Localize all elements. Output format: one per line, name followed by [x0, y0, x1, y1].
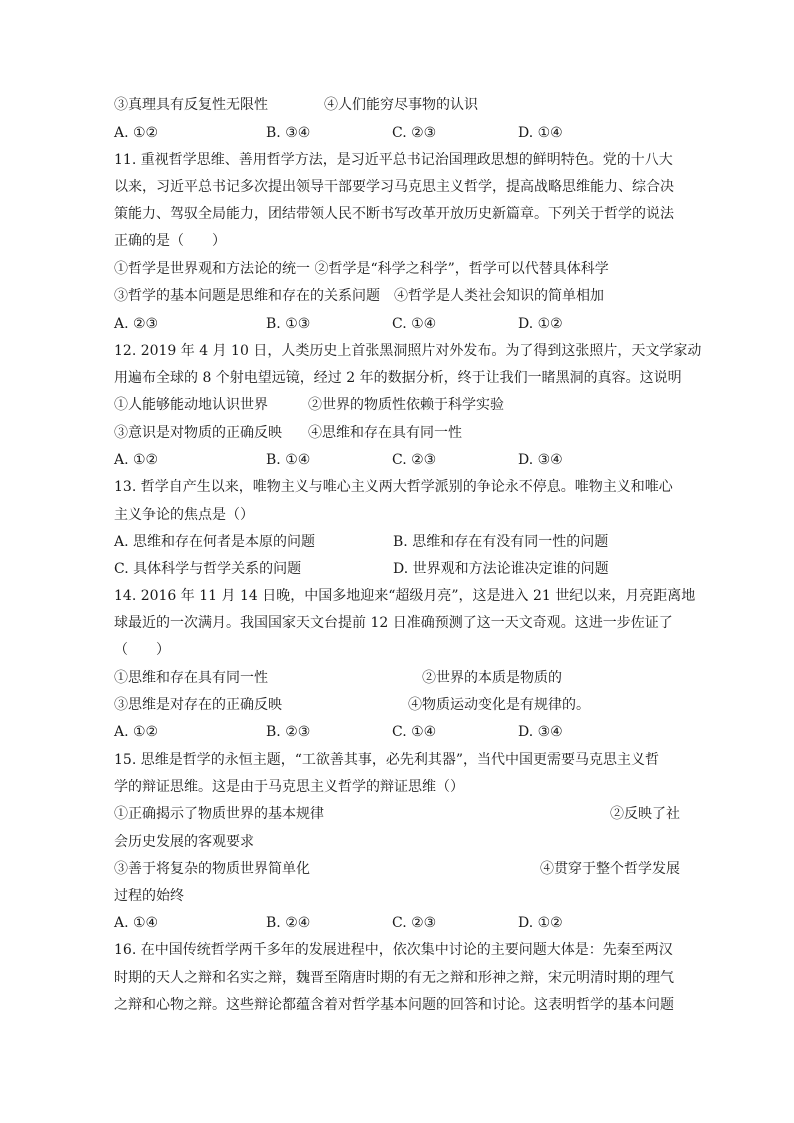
q11-statements-2: ③哲学的基本问题是思维和存在的关系问题 ④哲学是人类社会知识的简单相加: [114, 288, 604, 304]
q13-option-c[interactable]: C. 具体科学与哲学关系的问题: [114, 561, 302, 577]
q12-stem-line-1: 12. 2019 年 4 月 10 日，人类历史上首张黑洞照片对外发布。为了得到这张照片，天文学家动: [114, 343, 702, 359]
q15-statement-2: ②反映了社: [610, 806, 680, 822]
q15-option-c[interactable]: C. ②③: [392, 915, 437, 931]
q14-option-d[interactable]: D. ③④: [518, 724, 563, 740]
q16-stem-line-2: 时期的天人之辩和名实之辩，魏晋至隋唐时期的有无之辩和形神之辩，宋元明清时期的理气: [114, 970, 674, 986]
q14-option-b[interactable]: B. ②③: [266, 724, 311, 740]
q12-statement-1: ①人能够能动地认识世界: [114, 397, 268, 413]
q10-options: [114, 124, 680, 142]
q10-statement-4: ④人们能穷尽事物的认识: [324, 97, 478, 113]
q15-stem-line-1: 15. 思维是哲学的永恒主题，“工欲善其事，必先利其器”，当代中国更需要马克思主义哲: [114, 752, 660, 768]
q10-statement-line: [114, 96, 680, 114]
q13-stem-line-1: 13. 哲学自产生以来，唯物主义与唯心主义两大哲学派别的争论永不停息。唯物主义和唯心: [114, 479, 673, 495]
q11-options: [114, 315, 680, 333]
q15-options: [114, 914, 680, 932]
q14-statements-1: [114, 669, 680, 687]
q12-option-d[interactable]: D. ③④: [518, 452, 563, 468]
q12-statement-3: ③意识是对物质的正确反映: [114, 425, 282, 441]
q14-statement-4: ④物质运动变化是有规律的。: [408, 697, 590, 713]
q12-statements-2: [114, 424, 680, 442]
q11-stem-line-2: 以来，习近平总书记多次提出领导干部要学习马克思主义哲学，提高战略思维能力、综合决: [114, 179, 674, 195]
q10-statement-3: ③真理具有反复性无限性: [114, 97, 268, 113]
q15-stem-line-2: 学的辩证思维。这是由于马克思主义哲学的辩证思维（）: [114, 779, 464, 795]
q13-option-b[interactable]: B. 思维和存在有没有同一性的问题: [393, 534, 609, 550]
q15-statement-4: ④贯穿于整个哲学发展: [540, 861, 680, 877]
q16-stem-line-3: 之辩和心物之辩。这些辩论都蕴含着对哲学基本问题的回答和讨论。这表明哲学的基本问题: [114, 997, 674, 1013]
q13-options-row-1: [114, 533, 680, 551]
q14-stem-line-1: 14. 2016 年 11 月 14 日晚，中国多地迎来“超级月亮”，这是进入 21 世纪以来，月亮距离地: [114, 588, 696, 604]
q13-options-row-2: [114, 560, 680, 578]
q15-statement-3: ③善于将复杂的物质世界简单化: [114, 861, 310, 877]
q14-options: [114, 723, 680, 741]
q12-option-c[interactable]: C. ②③: [392, 452, 437, 468]
q14-option-c[interactable]: C. ①④: [392, 724, 437, 740]
q12-stem-line-2: 用遍布全球的 8 个射电望远镜，经过 2 年的数据分析，终于让我们一睹黑洞的真容。这说明: [114, 370, 682, 386]
q14-statement-1: ①思维和存在具有同一性: [114, 670, 268, 686]
q14-stem-line-3: （ ）: [114, 642, 170, 658]
q10-option-c[interactable]: C. ②③: [392, 125, 437, 141]
q14-statement-2: ②世界的本质是物质的: [422, 670, 562, 686]
q10-option-d[interactable]: D. ①④: [518, 125, 563, 141]
q10-option-a[interactable]: A. ①②: [114, 125, 159, 141]
q11-option-d[interactable]: D. ①②: [518, 316, 563, 332]
q11-stem-line-3: 策能力、驾驭全局能力，团结带领人民不断书写改革开放历史新篇章。下列关于哲学的说法: [114, 206, 674, 222]
q13-option-d[interactable]: D. 世界观和方法论谁决定谁的问题: [393, 561, 609, 577]
q15-statement-2-continued: 会历史发展的客观要求: [114, 834, 254, 850]
q13-stem-line-2: 主义争论的焦点是（）: [114, 507, 254, 523]
q15-statement-1: ①正确揭示了物质世界的基本规律: [114, 806, 324, 822]
q11-stem-line-4: 正确的是（ ）: [114, 233, 226, 249]
q14-option-a[interactable]: A. ①②: [114, 724, 159, 740]
q14-statement-3: ③思维是对存在的正确反映: [114, 697, 282, 713]
q11-stem-line-1: 11. 重视哲学思维、善用哲学方法，是习近平总书记治国理政思想的鲜明特色。党的十八大: [114, 152, 673, 168]
q15-option-a[interactable]: A. ①④: [114, 915, 159, 931]
q13-option-a[interactable]: A. 思维和存在何者是本原的问题: [114, 534, 316, 550]
q16-stem-line-1: 16. 在中国传统哲学两千多年的发展进程中，依次集中讨论的主要问题大体是：先秦至两汉: [114, 942, 673, 958]
q12-statement-2: ②世界的物质性依赖于科学实验: [308, 397, 504, 413]
q14-stem-line-2: 球最近的一次满月。我国国家天文台提前 12 日准确预测了这一天文奇观。这进一步佐证了: [114, 615, 673, 631]
q11-option-b[interactable]: B. ①③: [266, 316, 311, 332]
q15-option-d[interactable]: D. ①②: [518, 915, 563, 931]
q10-option-b[interactable]: B. ③④: [266, 125, 311, 141]
q11-statements-1: ①哲学是世界观和方法论的统一 ②哲学是“科学之科学”，哲学可以代替具体科学: [114, 261, 609, 277]
q14-statements-2: [114, 696, 680, 714]
q11-option-c[interactable]: C. ①④: [392, 316, 437, 332]
q11-option-a[interactable]: A. ②③: [114, 316, 159, 332]
q12-option-a[interactable]: A. ①②: [114, 452, 159, 468]
q15-option-b[interactable]: B. ②④: [266, 915, 311, 931]
q12-option-b[interactable]: B. ①④: [266, 452, 311, 468]
q15-statements-2: [114, 860, 680, 878]
q12-statement-4: ④思维和存在具有同一性: [308, 425, 462, 441]
q15-statements-1: [114, 805, 680, 823]
q15-statement-4-continued: 过程的始终: [114, 888, 184, 904]
q12-statements-1: [114, 396, 680, 414]
q12-options: [114, 451, 680, 469]
